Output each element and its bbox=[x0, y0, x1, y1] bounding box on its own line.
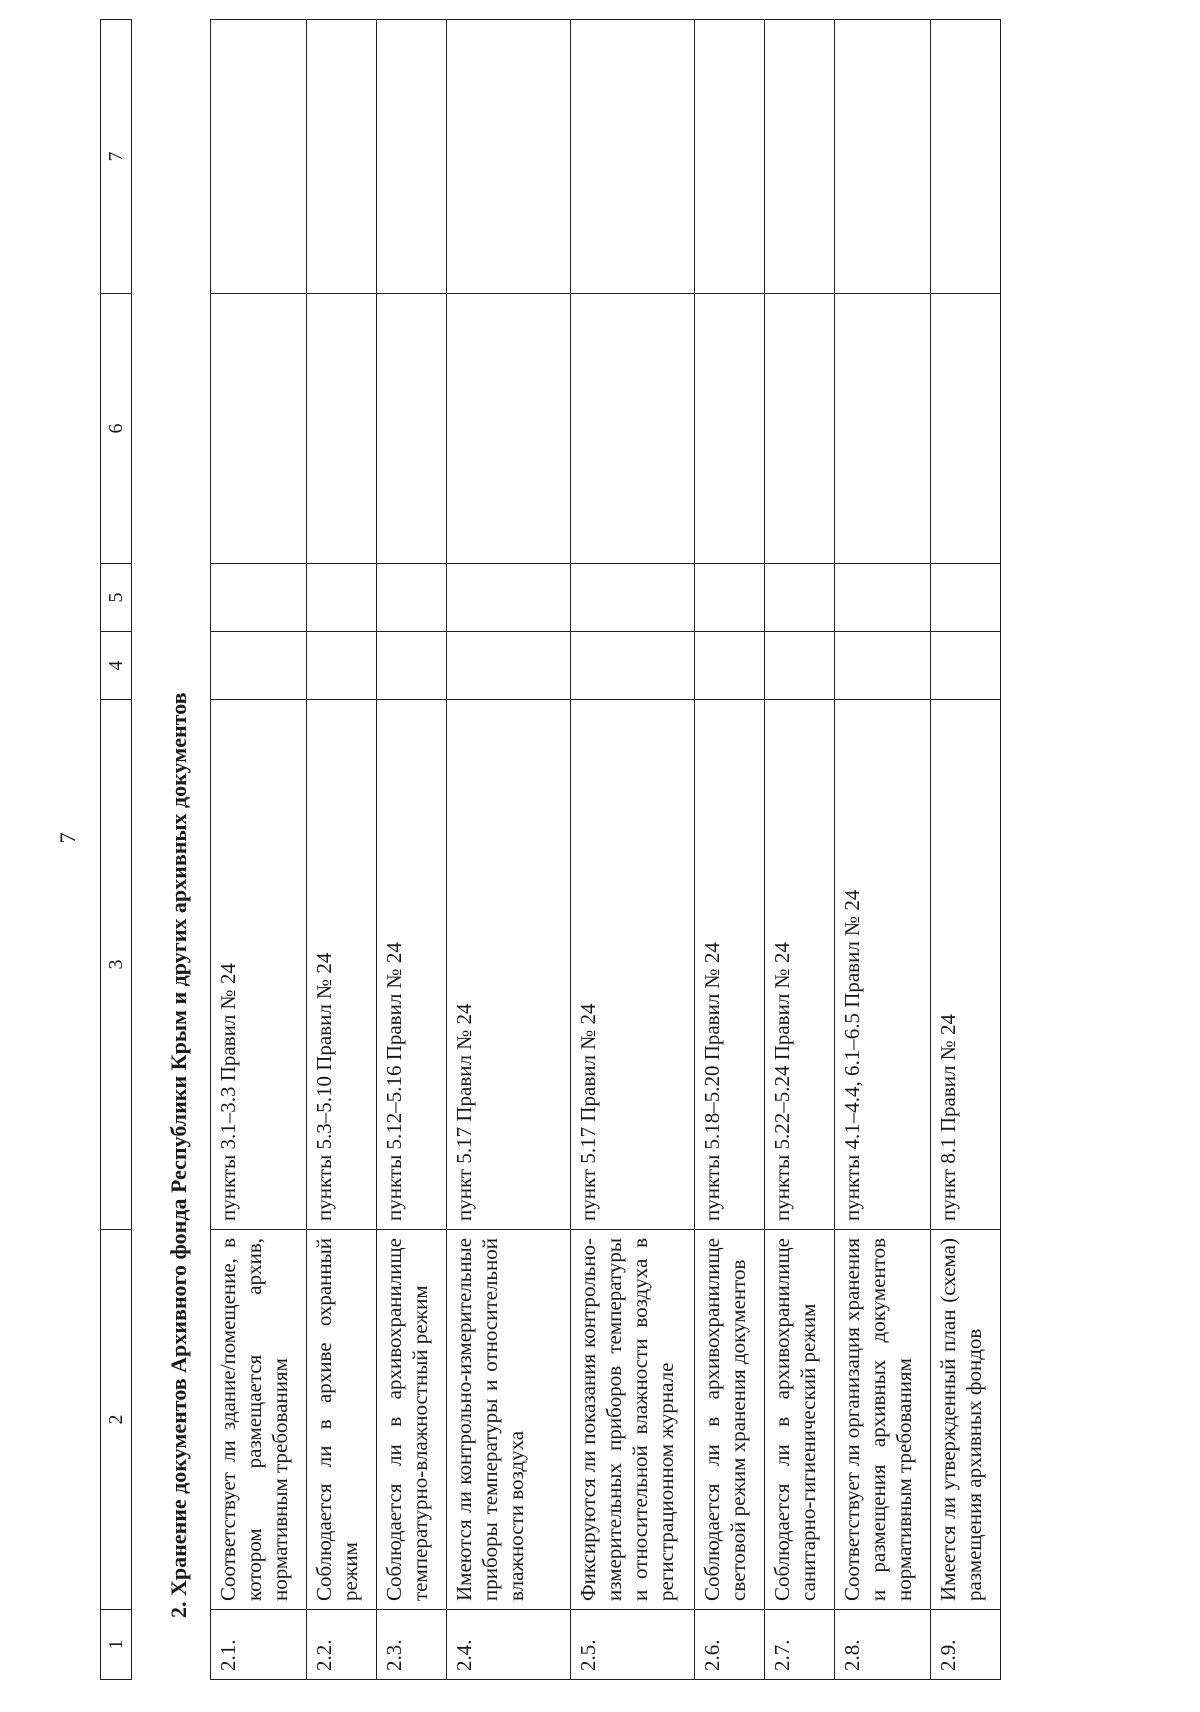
row-reference: пункт 5.17 Правил № 24 bbox=[571, 700, 695, 1230]
row-reference: пункт 5.17 Правил № 24 bbox=[447, 700, 571, 1230]
header-col-6: 6 bbox=[101, 294, 132, 564]
row-number: 2.9. bbox=[931, 1610, 1001, 1680]
cell-col-4 bbox=[571, 632, 695, 700]
row-question: Соблюдается ли в архивохранилище санитарно-гигиенический режим bbox=[765, 1230, 835, 1610]
cell-col-4 bbox=[307, 632, 377, 700]
row-question: Имеются ли контрольно-измерительные приборы температуры и относительной влажности воздуха bbox=[447, 1230, 571, 1610]
row-question: Соответствует ли здание/помещение, в котором размещается архив, нормативным требованиям bbox=[211, 1230, 307, 1610]
cell-col-7 bbox=[835, 20, 931, 294]
cell-col-5 bbox=[695, 564, 765, 632]
cell-col-6 bbox=[447, 294, 571, 564]
table-row bbox=[571, 20, 695, 1680]
table-row bbox=[211, 20, 307, 1680]
checklist-table bbox=[210, 19, 1001, 1680]
header-col-7: 7 bbox=[101, 20, 132, 294]
header-col-4: 4 bbox=[101, 632, 132, 700]
cell-col-5 bbox=[211, 564, 307, 632]
row-reference: пункты 5.18–5.20 Правил № 24 bbox=[695, 700, 765, 1230]
cell-col-6 bbox=[211, 294, 307, 564]
row-number: 2.2. bbox=[307, 1610, 377, 1680]
row-question: Фиксируются ли показания контрольно-измерительных приборов температуры и относительной влажности воздуха в регистрационном журнале bbox=[571, 1230, 695, 1610]
cell-col-6 bbox=[377, 294, 447, 564]
table-row bbox=[447, 20, 571, 1680]
cell-col-5 bbox=[447, 564, 571, 632]
row-reference: пункты 5.22–5.24 Правил № 24 bbox=[765, 700, 835, 1230]
cell-col-4 bbox=[447, 632, 571, 700]
cell-col-4 bbox=[931, 632, 1001, 700]
row-number: 2.1. bbox=[211, 1610, 307, 1680]
row-number: 2.5. bbox=[571, 1610, 695, 1680]
rotated-sheet bbox=[100, 20, 1100, 1680]
row-question: Соблюдается ли в архивохранилище световой режим хранения документов bbox=[695, 1230, 765, 1610]
row-question: Соответствует ли организация хранения и размещения архивных документов нормативным требованиям bbox=[835, 1230, 931, 1610]
column-number-header bbox=[100, 19, 132, 1680]
cell-col-7 bbox=[931, 20, 1001, 294]
row-number: 2.8. bbox=[835, 1610, 931, 1680]
cell-col-7 bbox=[307, 20, 377, 294]
cell-col-5 bbox=[931, 564, 1001, 632]
cell-col-5 bbox=[765, 564, 835, 632]
table-row bbox=[695, 20, 765, 1680]
cell-col-7 bbox=[447, 20, 571, 294]
cell-col-5 bbox=[307, 564, 377, 632]
row-reference: пункты 5.3–5.10 Правил № 24 bbox=[307, 700, 377, 1230]
cell-col-6 bbox=[307, 294, 377, 564]
row-reference: пункты 3.1–3.3 Правил № 24 bbox=[211, 700, 307, 1230]
header-col-1: 1 bbox=[101, 1610, 132, 1680]
row-question: Соблюдается ли в архиве охранный режим bbox=[307, 1230, 377, 1610]
cell-col-7 bbox=[211, 20, 307, 294]
cell-col-4 bbox=[211, 632, 307, 700]
table-row bbox=[307, 20, 377, 1680]
cell-col-6 bbox=[571, 294, 695, 564]
cell-col-6 bbox=[765, 294, 835, 564]
cell-col-4 bbox=[835, 632, 931, 700]
header-row bbox=[101, 20, 132, 1680]
row-question: Имеется ли утвержденный план (схема) размещения архивных фондов bbox=[931, 1230, 1001, 1610]
section-title: 2. Хранение документов Архивного фонда Республики Крым и других архивных документов bbox=[166, 692, 191, 1618]
cell-col-7 bbox=[695, 20, 765, 294]
row-number: 2.4. bbox=[447, 1610, 571, 1680]
table-row bbox=[765, 20, 835, 1680]
cell-col-5 bbox=[377, 564, 447, 632]
row-reference: пункты 4.1–4.4, 6.1–6.5 Правил № 24 bbox=[835, 700, 931, 1230]
cell-col-4 bbox=[765, 632, 835, 700]
row-number: 2.7. bbox=[765, 1610, 835, 1680]
cell-col-5 bbox=[571, 564, 695, 632]
cell-col-4 bbox=[695, 632, 765, 700]
cell-col-4 bbox=[377, 632, 447, 700]
row-number: 2.3. bbox=[377, 1610, 447, 1680]
header-col-3: 3 bbox=[101, 700, 132, 1230]
row-question: Соблюдается ли в архивохранилище температурно-влажностный режим bbox=[377, 1230, 447, 1610]
table-row bbox=[931, 20, 1001, 1680]
cell-col-7 bbox=[765, 20, 835, 294]
table-row bbox=[377, 20, 447, 1680]
row-reference: пункты 5.12–5.16 Правил № 24 bbox=[377, 700, 447, 1230]
cell-col-5 bbox=[835, 564, 931, 632]
cell-col-6 bbox=[835, 294, 931, 564]
cell-col-7 bbox=[571, 20, 695, 294]
page-number: 7 bbox=[55, 832, 80, 844]
header-col-5: 5 bbox=[101, 564, 132, 632]
row-reference: пункт 8.1 Правил № 24 bbox=[931, 700, 1001, 1230]
cell-col-7 bbox=[377, 20, 447, 294]
cell-col-6 bbox=[695, 294, 765, 564]
cell-col-6 bbox=[931, 294, 1001, 564]
row-number: 2.6. bbox=[695, 1610, 765, 1680]
header-col-2: 2 bbox=[101, 1230, 132, 1610]
table-row bbox=[835, 20, 931, 1680]
